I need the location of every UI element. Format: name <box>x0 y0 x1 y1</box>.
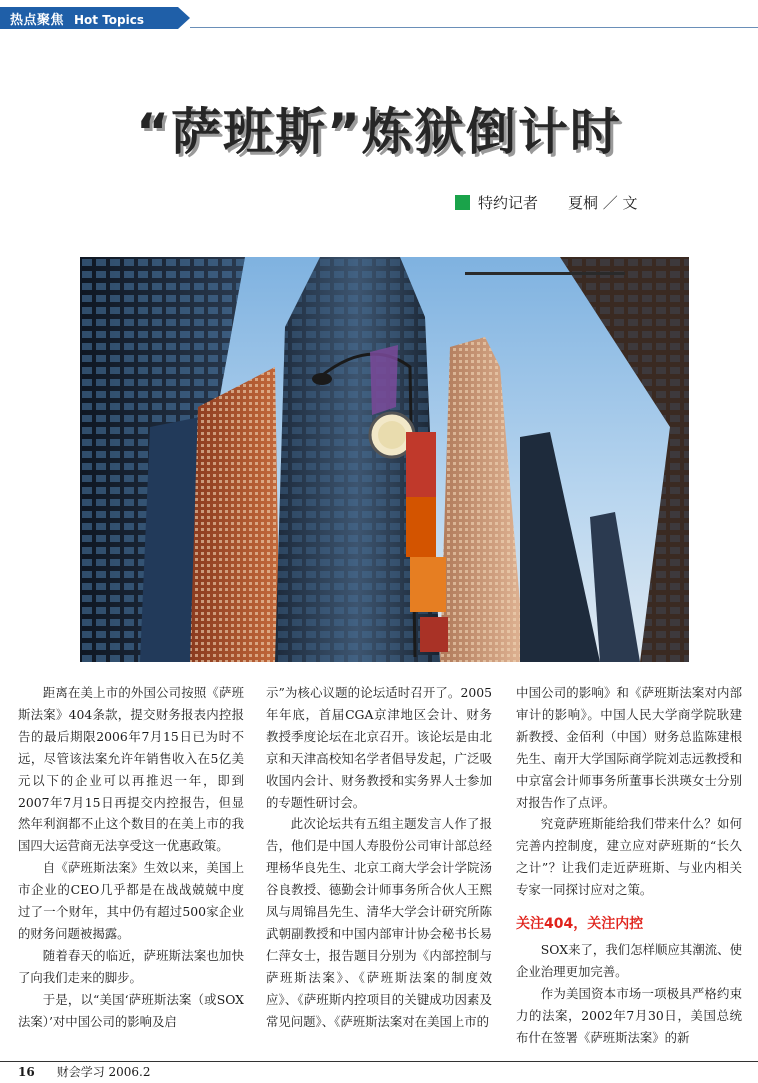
body-column-2 <box>266 682 492 1033</box>
footer-rule <box>0 1061 758 1062</box>
byline-square-icon <box>455 195 470 210</box>
section-title-cn: 热点聚焦 <box>10 13 65 28</box>
header-rule <box>190 27 758 28</box>
body-column-3 <box>516 682 742 1049</box>
section-banner <box>0 7 190 29</box>
publication-name: 财会学习 2006.2 <box>56 1065 151 1079</box>
paragraph: SOX来了，我们怎样顺应其潮流、使企业治理更加完善。 <box>516 942 742 979</box>
article-photo <box>80 257 689 662</box>
banner-label <box>10 9 144 28</box>
article-title: “萨班斯”炼狱倒计时 <box>136 103 622 161</box>
paragraph: 距离在美上市的外国公司按照《萨班斯法案》404条款，提交财务报表内控报告的最后期限2006年7月15日已为时不远，尽管该法案允许年销售收入在5亿美元以下的企业可以再推迟一年，即到2007年7月15日再提交内控报告，但显然年利润都不止这个数目的在美上市的我国四大运营商无法享受这一优惠政策。 <box>18 685 244 854</box>
paragraph: 自《萨班斯法案》生效以来，美国上市企业的CEO几乎都是在战战兢兢中度过了一个财年，其中仍有超过500家企业的财务问题被揭露。 <box>18 860 244 941</box>
skyscraper-illustration <box>80 257 689 662</box>
paragraph: 此次论坛共有五组主题发言人作了报告，他们是中国人寿股份公司审计部总经理杨华良先生、北京工商大学会计学院汤谷良教授、德勤会计师事务所合伙人王熙凤与周锦昌先生、清华大学会计研究所陈武朝副教授和中国内部审计协会秘书长易仁萍女士，报告题目分别为《内部控制与萨班斯法案》、《萨班斯法案的制度效应》、《萨班斯内控项目的关键成功因素及常见问题》、《萨班斯法案对在美国上市的 <box>266 816 492 1029</box>
body-column-1 <box>18 682 244 1033</box>
page-number: 16 <box>18 1065 35 1079</box>
paragraph: 作为美国资本市场一项极具严格约束力的法案，2002年7月30日，美国总统布什在签署《萨班斯法案》的新 <box>516 985 742 1045</box>
page-footer <box>18 1063 151 1080</box>
byline-role: 特约记者 <box>478 193 539 212</box>
byline-author: 夏桐 ／ 文 <box>568 193 638 212</box>
paragraph: 示”为核心议题的论坛适时召开了。2005年年底，首届CGA京津地区会计、财务教授季度论坛在北京召开。该论坛是由北京和天津高校知名学者倡导发起，广泛吸收国内会计、财务教授和实务界人士参加的专题性研讨会。 <box>266 685 492 810</box>
paragraph: 于是，以“美国‘萨班斯法案（或SOX法案）’对中国公司的影响及启 <box>18 991 244 1029</box>
paragraph: 中国公司的影响》和《萨班斯法案对内部审计的影响》。中国人民大学商学院耿建新教授、金佰利（中国）财务总监陈建根先生、南开大学国际商学院刘志远教授和中京富会计师事务所董事长洪瑛女士分别对报告作了点评。 <box>516 685 742 810</box>
paragraph: 究竟萨班斯能给我们带来什么？如何完善内控制度，建立应对萨班斯的“长久之计”？让我们走近萨班斯、与业内相关专家一同探讨应对之策。 <box>516 816 742 898</box>
section-subheading: 关注404，关注内控 <box>516 916 644 933</box>
paragraph: 随着春天的临近，萨班斯法案也加快了向我们走来的脚步。 <box>18 947 244 985</box>
byline <box>455 192 638 212</box>
section-title-en: Hot Topics <box>74 13 145 27</box>
